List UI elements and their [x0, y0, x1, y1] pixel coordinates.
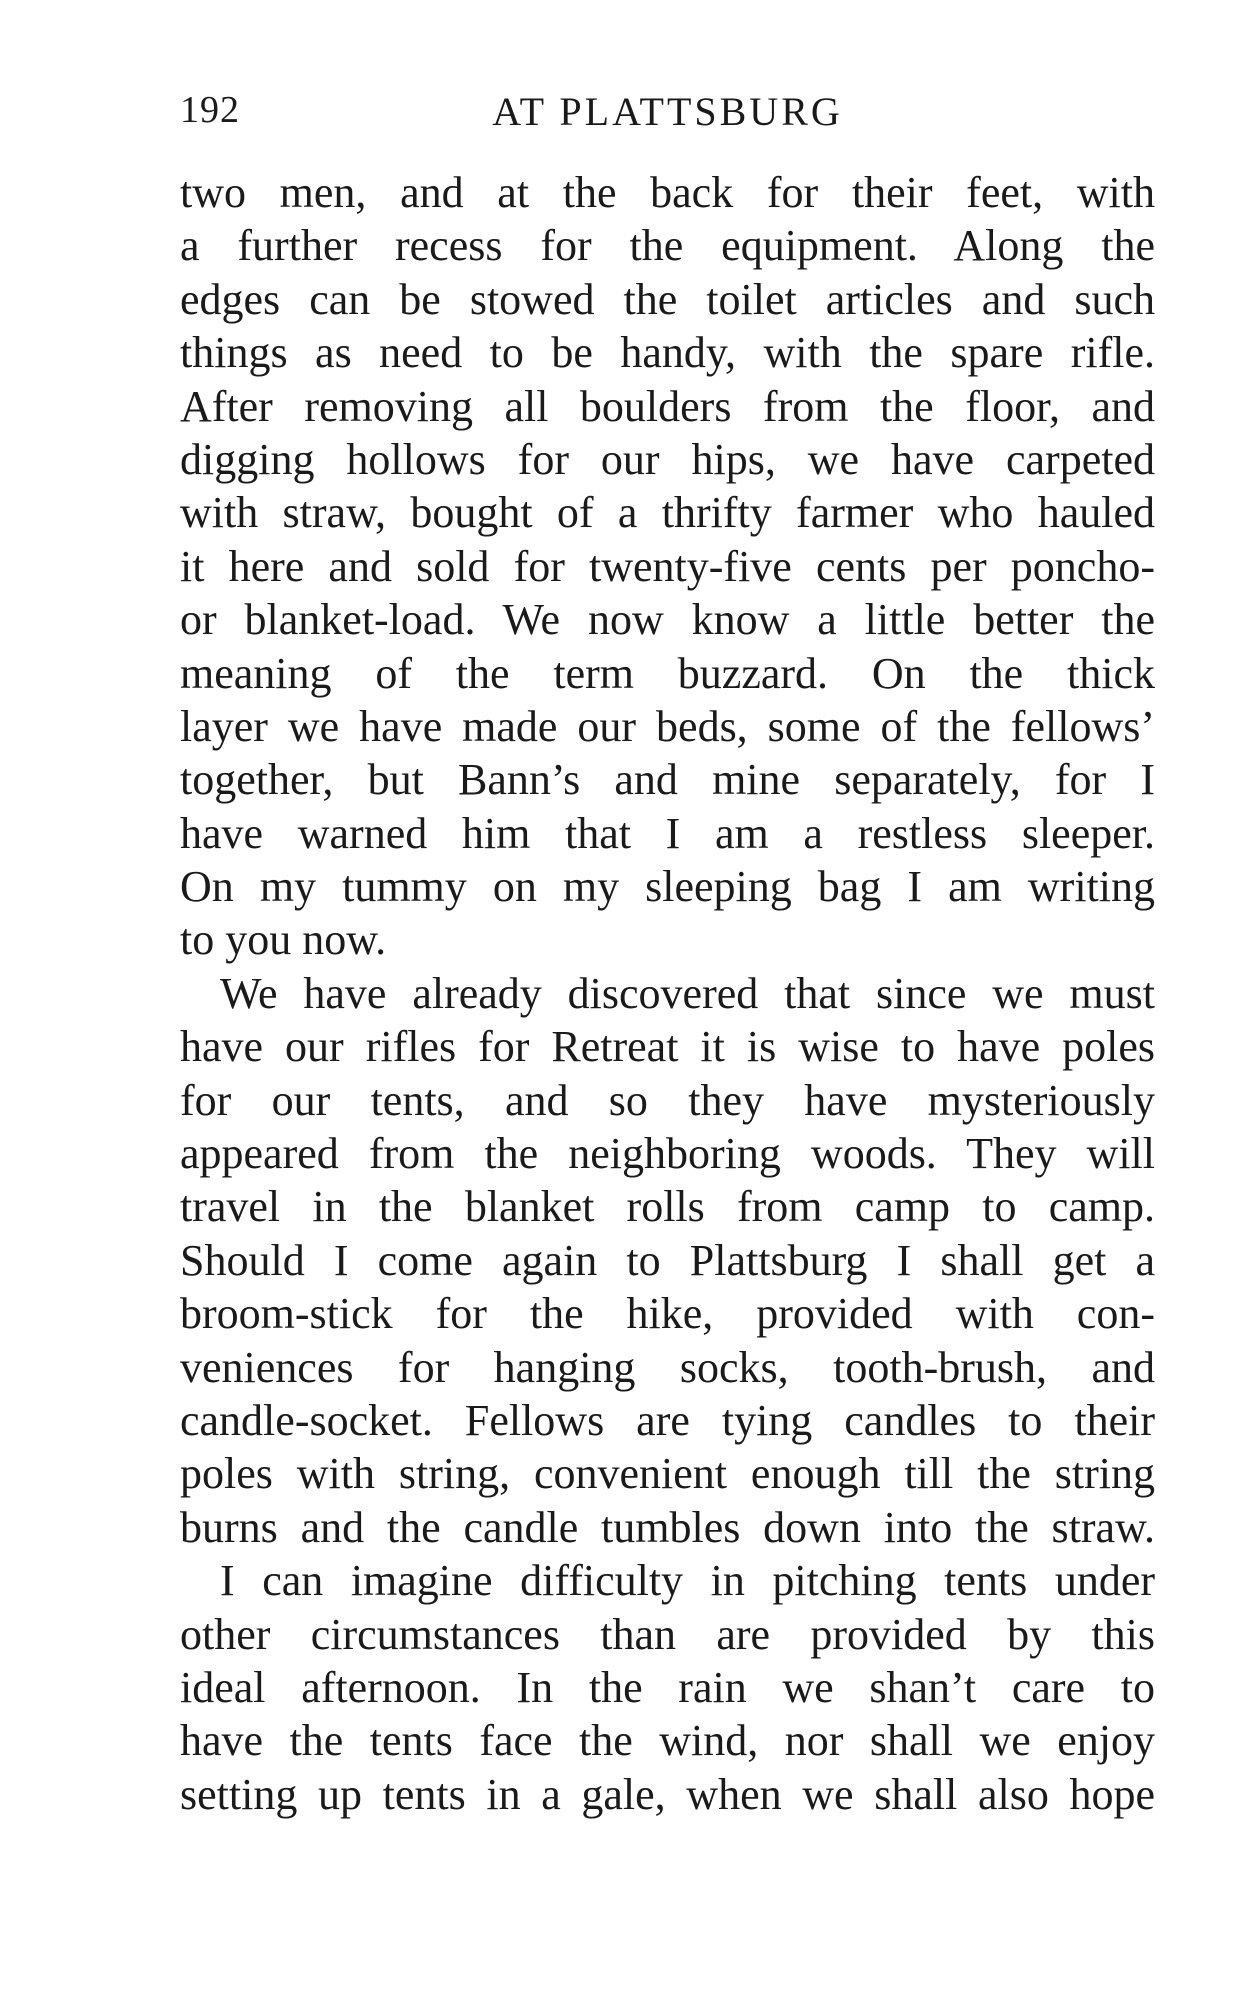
text-line: broom-stick for the hike, provided with con-	[180, 1289, 1155, 1339]
text-line: things as need to be handy, with the spare rifle.	[180, 328, 1155, 378]
text-line: have our rifles for Retreat it is wise to have poles	[180, 1022, 1155, 1072]
text-line: candle-socket. Fellows are tying candles to their	[180, 1395, 1155, 1445]
text-line: have warned him that I am a restless sleeper.	[180, 808, 1155, 858]
text-line: edges can be stowed the toilet articles and such	[180, 274, 1155, 324]
text-line: or blanket-load. We now know a little better the	[180, 595, 1155, 645]
text-line: burns and the candle tumbles down into the straw.	[180, 1502, 1155, 1552]
text-line: On my tummy on my sleeping bag I am writing	[180, 862, 1155, 912]
body-text	[180, 166, 1155, 1821]
text-line: layer we have made our beds, some of the fellows’	[180, 701, 1155, 751]
text-line: other circumstances than are provided by this	[180, 1609, 1155, 1659]
text-line: appeared from the neighboring woods. They will	[180, 1129, 1155, 1179]
text-line: We have already discovered that since we must	[220, 968, 1155, 1018]
text-line: After removing all boulders from the floor, and	[180, 381, 1155, 431]
text-line: Should I come again to Plattsburg I shall get a	[180, 1235, 1155, 1285]
text-line: veniences for hanging socks, tooth-brush, and	[180, 1342, 1155, 1392]
text-line: two men, and at the back for their feet, with	[180, 168, 1155, 217]
text-line: ideal afternoon. In the rain we shan’t care to	[180, 1662, 1155, 1712]
running-title: AT PLATTSBURG	[492, 89, 843, 134]
text-line: digging hollows for our hips, we have carpeted	[180, 434, 1155, 484]
text-line: a further recess for the equipment. Along the	[180, 221, 1155, 271]
text-line: have the tents face the wind, nor shall we enjoy	[180, 1716, 1155, 1766]
text-line: for our tents, and so they have mysteriously	[180, 1075, 1155, 1125]
paragraph	[180, 1554, 1155, 1821]
text-line: I can imagine difficulty in pitching tents under	[220, 1556, 1155, 1606]
paragraph	[180, 166, 1155, 967]
text-line: to you now.	[180, 915, 387, 965]
text-line: it here and sold for twenty-five cents per poncho-	[180, 541, 1155, 591]
paragraph	[180, 967, 1155, 1554]
text-line: with straw, bought of a thrifty farmer who hauled	[180, 488, 1155, 538]
text-line: setting up tents in a gale, when we shall also hope	[180, 1769, 1155, 1819]
text-line: meaning of the term buzzard. On the thick	[180, 648, 1155, 698]
text-line: together, but Bann’s and mine separately, for I	[180, 755, 1155, 805]
page-number: 192	[180, 89, 240, 131]
text-line: poles with string, convenient enough till the string	[180, 1449, 1155, 1499]
running-head	[180, 88, 1155, 138]
text-line: travel in the blanket rolls from camp to camp.	[180, 1182, 1155, 1232]
